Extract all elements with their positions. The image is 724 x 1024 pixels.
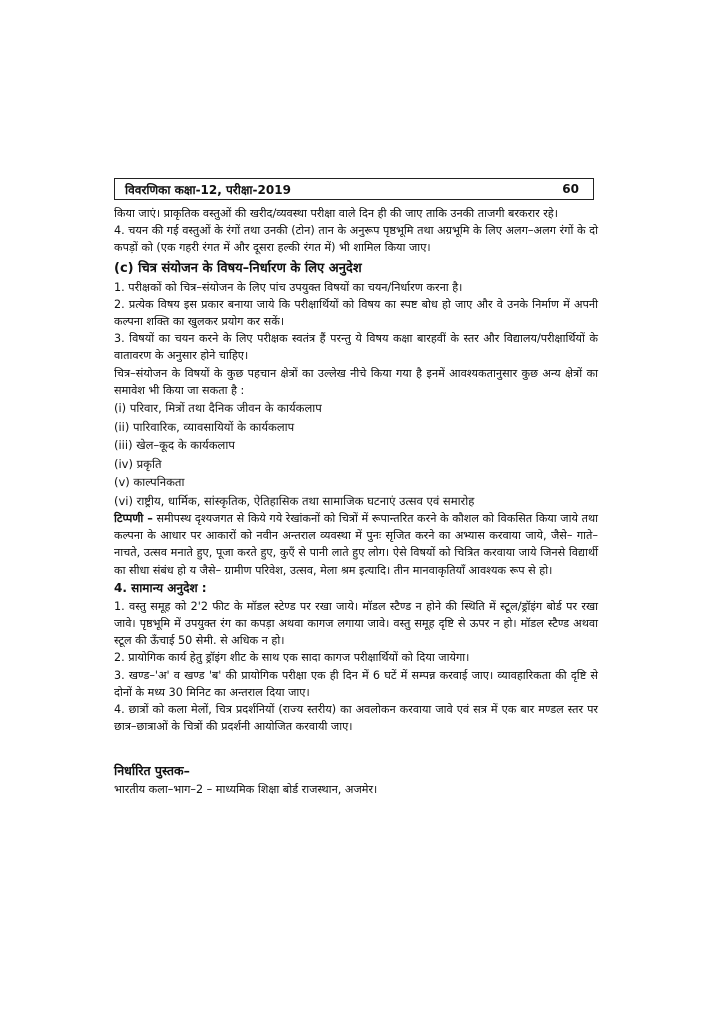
section-c-item-2: 2. प्रत्येक विषय इस प्रकार बनाया जाये कि परीक्षार्थियों को विषय का स्पष्ट बोध हो जाए और वे उनके निर्माण में अपनी कल्पना शक्ति का खुलकर प्रयोग कर सकें। (114, 297, 598, 329)
paragraph-continued: किया जाएं। प्राकृतिक वस्तुओं की खरीद/व्यवस्था परीक्षा वाले दिन ही की जाए ताकि उनकी ताजगी बरकरार रहे। (114, 207, 558, 220)
page-content (114, 205, 598, 799)
header-title: विवरणिका कक्षा-12, परीक्षा-2019 (125, 182, 291, 197)
section-c-intro: चित्र–संयोजन के विषयों के कुछ पहचान क्षेत्रों का उल्लेख नीचे किया गया है इनमें आवश्यकतानुसार कुछ अन्य क्षेत्रों का समावेश भी किया जा सकता है : (114, 366, 598, 397)
section-c-heading: (c) चित्र संयोजन के विषय–निर्धारण के लिए अनुदेश (114, 260, 362, 276)
page-header (114, 178, 594, 200)
section-c-item-3: 3. विषयों का चयन करने के लिए परीक्षक स्वतंत्र हैं परन्तु ये विषय कक्षा बारहवीं के स्तर और विद्यालय/परीक्षार्थियों के वातावरण के अनुसार होने चाहिए। (114, 332, 598, 363)
section-c-item-1: 1. परीक्षकों को चित्र–संयोजन के लिए पांच उपयुक्त विषयों का चयन/निर्धारण करना है। (114, 280, 463, 294)
area-item-i: (i) परिवार, मित्रों तथा दैनिक जीवन के कार्यकलाप (114, 401, 322, 416)
area-item-iv: (iv) प्रकृति (114, 456, 162, 471)
section-4-item-4: 4. छात्रों को कला मेलों, चित्र प्रदर्शनियों (राज्य स्तरीय) का अवलोकन करवाया जावे एवं सत्र में एक बार मण्डल स्तर पर छात्र–छात्राओं के चित्रों की प्रदर्शनी आयोजित करवायी जाए। (114, 703, 598, 734)
section-4-item-1: 1. वस्तु समूह को 2'2 फीट के मॉडल स्टेण्ड पर रखा जाये। मॉडल स्टैण्ड न होने की स्थिति में स्टूल/ड्रॉइंग बोर्ड पर रखा जावे। पृष्ठभूमि में उपयुक्त रंग का कपड़ा अथवा कागज लगाया जावे। वस्तु समूह दृष्टि से ऊपर न हो। मॉडल स्टैण्ड अथवा स्टूल की ऊँचाई 50 सेमी. से अधिक न हो। (114, 599, 598, 648)
books-text: भारतीय कला–भाग–2 – माध्यमिक शिक्षा बोर्ड राजस्थान, अजमेर। (114, 783, 378, 797)
section-4-heading: 4. सामान्य अनुदेश : (114, 580, 207, 595)
area-item-ii: (ii) पारिवारिक, व्यावसायियों के कार्यकलाप (114, 419, 295, 434)
note-label: टिप्पणी – (114, 512, 153, 526)
books-heading: निर्धारित पुस्तक– (114, 763, 190, 779)
page-number: 60 (562, 182, 579, 196)
area-item-vi: (vi) राष्ट्रीय, धार्मिक, सांस्कृतिक, ऐतिहासिक तथा सामाजिक घटनाएं उत्सव एवं समारोह (114, 493, 475, 508)
section-4-item-3: 3. खण्ड–'अ' व खण्ड 'ब' की प्रायोगिक परीक्षा एक ही दिन में 6 घटें में सम्पन्न करवाई जाए। व्यावहारिकता की दृष्टि से दोनों के मध्य 30 मिनिट का अन्तराल दिया जाए। (114, 668, 598, 699)
paragraph-4: 4. चयन की गई वस्तुओं के रंगों तथा उनकी (टोन) तान के अनुरूप पृष्ठभूमि तथा अग्रभूमि के लिए अलग–अलग रंगों के दो कपड़ों को (एक गहरी रंगत में और दूसरा हल्की रंगत में) भी शामिल किया जाए। (114, 224, 598, 255)
note-text: समीपस्थ दृश्यजगत से किये गये रेखांकनों को चित्रों में रूपान्तरित करने के कौशल को विकसित किया जाये तथा कल्पना के आधार पर आकारों को नवीन अन्तराल व्यवस्था में पुनः सृजित करने का अभ्यास करवाया जाये, जैसे– गाते–नाचते, उत्सव मनाते हुए, पूजा करते हुए, कुएँ से पानी लाते हुए लोग। ऐसे विषयों को चित्रित करवाया जाये जिनसे विद्यार्थी का सीधा संबंध हो य जैसे– ग्रामीण परिवेश, उत्सव, मेला श्रम इत्यादि। तीन मानवाकृतियाँ आवश्यक रूप से हो। (114, 512, 599, 577)
area-item-v: (v) काल्पनिकता (114, 475, 185, 490)
section-4-item-2: 2. प्रायोगिक कार्य हेतु ड्रॉइंग शीट के साथ एक सादा कागज परीक्षार्थियों को दिया जायेगा। (114, 651, 470, 665)
note-paragraph (114, 510, 598, 579)
area-item-iii: (iii) खेल–कूद के कार्यकलाप (114, 438, 235, 453)
